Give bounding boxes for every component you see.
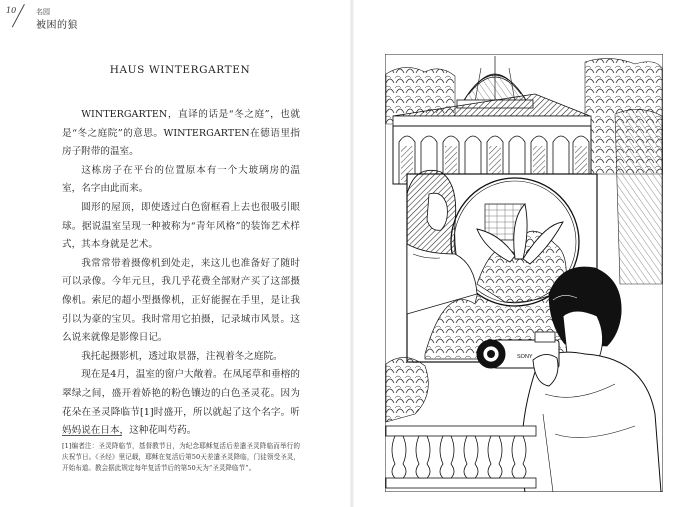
body-text [62, 106, 300, 441]
paragraph: WINTERGARTEN，直译的话是“冬之庭”，也就是“冬之庭院”的意思。WINTERGARTEN在德语里指房子附带的温室。 [62, 109, 300, 158]
running-head [6, 4, 126, 34]
paragraph: 圆形的屋顶，即使透过白色窗框看上去也很吸引眼球。据说温室呈现一种被称为“青年风格”的装饰艺术样式，其本身就是艺术。 [62, 201, 300, 251]
book-title-small: 名园 [36, 8, 50, 16]
paragraph: 我常常带着摄像机到处走，来这儿也准备好了随时可以录像。今年元旦，我几乎花费全部财产买了这部摄像机。索尼的超小型摄像机，正好能握在手里，是让我引以为豪的宝贝。我时常用它拍摄，记录城市风景。这么说来就像是影像日记。 [62, 257, 300, 344]
footnote-rule [62, 435, 122, 436]
paragraph: 我托起摄影机，透过取景器，注视着冬之庭院。 [81, 350, 283, 362]
camera-brand: SONY [517, 354, 533, 360]
page-number: 10 [6, 6, 17, 15]
paragraph: 现在是4月，温室的窗户大敞着。在凤尾草和垂榕的翠绿之间，盛开着娇艳的粉色镶边的白色圣灵花。因为花朵在圣灵降临节[1]时盛开，所以就起了这个名字。听妈妈说在日本，这种花叫芍药。 [62, 369, 300, 437]
chapter-title: HAUS WINTERGARTEN [109, 64, 251, 76]
paragraph: 这栋房子在平台的位置原本有一个大玻璃房的温室，名字由此而来。 [62, 164, 300, 195]
footnote: [1]编者注：圣灵降临节，基督教节日，为纪念耶稣复活后差遣圣灵降临而举行的庆祝节日。《圣经》里记载，耶稣在复活后第50天差遣圣灵降临，门徒领受圣灵，开始布道。教会据此规定每年复活节后的第50天为“圣灵降临节”。 [62, 442, 300, 472]
book-title-large: 被困的狼 [36, 20, 78, 31]
right-page [352, 0, 700, 507]
winter-garden-illustration [385, 54, 663, 492]
